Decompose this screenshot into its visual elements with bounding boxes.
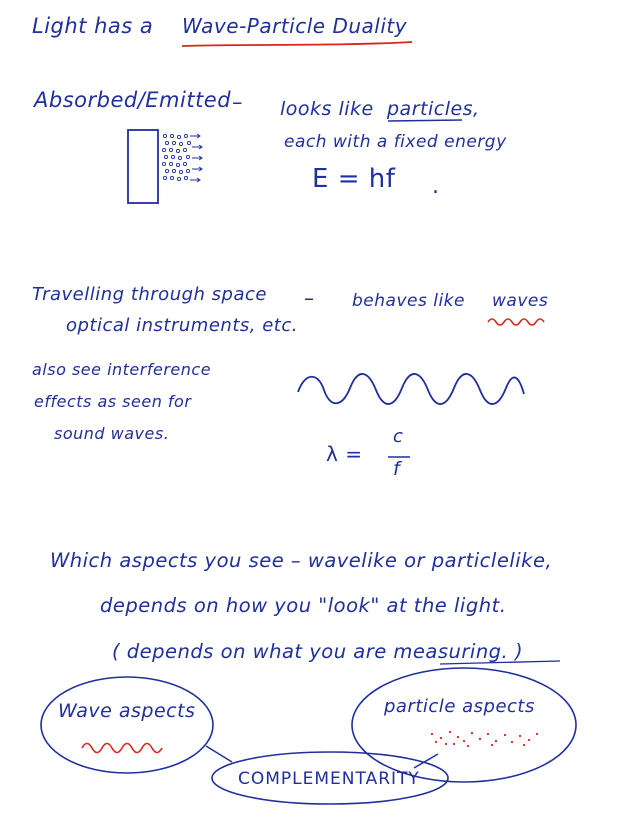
- energy-equation: E = hf: [312, 164, 396, 194]
- interference-line-1: also see interference: [32, 360, 212, 379]
- particles-line-1b: particles,: [387, 98, 480, 120]
- wave-drawing-icon: [298, 374, 524, 404]
- lambda-numerator: c: [393, 426, 404, 447]
- dash-2: –: [304, 286, 315, 310]
- particle-aspects-label: particle aspects: [384, 696, 535, 717]
- waves-line-a: behaves like: [352, 291, 465, 311]
- which-line-1: Which aspects you see – wavelike or particlelike,: [50, 549, 553, 572]
- particle-aspects-bubble: [352, 668, 576, 782]
- absorber-rectangle-icon: [128, 130, 158, 203]
- particles-line-2: each with a fixed energy: [284, 132, 507, 152]
- dash-1: –: [232, 90, 243, 114]
- absorbed-emitted-label: Absorbed/Emitted: [34, 88, 232, 112]
- wave-aspects-red-squiggle-icon: [82, 744, 162, 753]
- particles-line-1a: looks like: [280, 98, 374, 120]
- waves-line-b: waves: [492, 291, 549, 311]
- interference-line-2: effects as seen for: [34, 392, 192, 411]
- wave-aspects-bubble: [41, 677, 213, 773]
- interference-line-3: sound waves.: [54, 424, 170, 443]
- which-line-2: depends on how you "look" at the light.: [100, 594, 507, 617]
- particle-dots-icon: [162, 134, 190, 180]
- energy-dot: .: [432, 174, 440, 199]
- travelling-label: Travelling through space: [32, 284, 267, 305]
- connector-wave: [206, 746, 232, 762]
- title-underline: [182, 42, 412, 46]
- particles-underline: [388, 120, 462, 121]
- connector-particle: [414, 754, 438, 768]
- title-prefix: Light has a: [32, 14, 154, 38]
- lambda-denominator: f: [393, 458, 401, 480]
- lambda-equation: λ =: [326, 442, 363, 466]
- complementarity-label: COMPLEMENTARITY: [238, 769, 420, 789]
- arrow-icons: [190, 134, 202, 182]
- particle-aspects-red-dots-icon: [431, 731, 538, 747]
- title-emphasis: Wave-Particle Duality: [182, 14, 408, 38]
- which-line-3: ( depends on what you are measuring. ): [112, 640, 524, 663]
- waves-red-squiggle-icon: [488, 319, 544, 325]
- wave-aspects-label: Wave aspects: [58, 700, 196, 722]
- optical-instruments: optical instruments, etc.: [66, 315, 298, 336]
